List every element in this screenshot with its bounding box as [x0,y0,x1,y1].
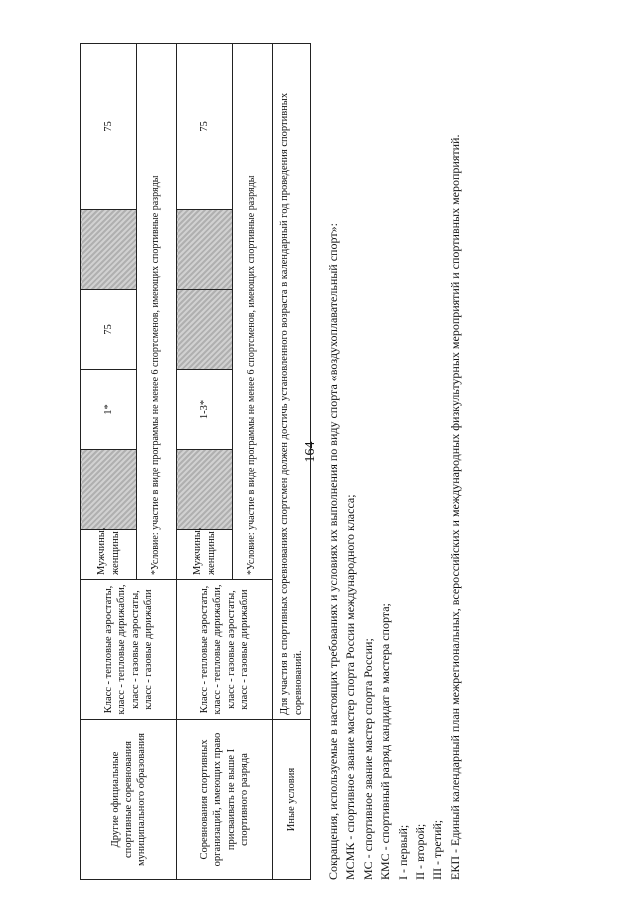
other-conditions-text: Для участия в спортивных соревнованиях спортсмен должен достичь установленного возраста в календарный год проведения спортивных соревнований. [273,44,311,720]
abbreviations-intro: Сокращения, используемые в настоящих требованиях и условиях их выполнения по виду спорта «воздухоплавательный спорт»: [326,223,340,880]
place-cell: 1-3* [177,370,233,450]
class-line: Класс - тепловые аэростаты, [103,585,115,714]
shaded-cell [177,290,233,370]
class-line: Класс - тепловые аэростаты, [199,585,211,714]
abbreviation-item: III - третий; [430,819,445,880]
class-line: класс - газовые дирижабли [142,589,154,710]
other-conditions-label: Иные условия [273,720,311,880]
gender-cell: Мужчины, женщины [81,530,137,580]
requirements-table [80,43,311,880]
shaded-cell [81,210,137,290]
class-line: класс - тепловые дирижабли, [116,584,128,715]
table-row [81,44,137,880]
value-cell: 75 [177,44,233,210]
value-cell: 75 [81,44,137,210]
abbreviations-section [325,40,464,880]
competition-cell: Другие официальные спортивные соревнования муниципального образования [81,720,177,880]
class-line: класс - газовые аэростаты, [129,590,141,709]
value-cell: 75 [81,290,137,370]
abbreviation-item: II - второй; [412,823,427,880]
rotated-page [80,20,560,880]
shaded-cell [81,450,137,530]
table-row [177,44,233,880]
shaded-cell [177,450,233,530]
abbreviation-item: КМС - спортивный разряд кандидат в мастера спорта; [378,603,393,880]
abbreviation-item: I - первый; [395,824,410,880]
competition-cell: Соревнования спортивных организаций, имеющих право присваивать не выше I спортивного разряда [177,720,273,880]
table-row [273,44,311,880]
class-line: класс - тепловые дирижабли, [212,584,224,715]
abbreviation-item: ЕКП - Единый календарный план межрегиональных, всероссийских и международных физкультурных мероприятий и спортивных мероприятий. [447,134,462,880]
class-line: класс - газовые дирижабли [238,589,250,710]
shaded-cell [177,210,233,290]
classes-cell [177,580,273,720]
abbreviation-item: МС - спортивное звание мастер спорта России; [360,638,375,880]
place-cell: 1* [81,370,137,450]
abbreviation-item: МСМК - спортивное звание мастер спорта России международного класса; [343,494,358,880]
condition-note: *Условие: участие в виде программы не менее 6 спортсменов, имеющих спортивные разряды [137,44,177,580]
condition-note: *Условие: участие в виде программы не менее 6 спортсменов, имеющих спортивные разряды [233,44,273,580]
gender-cell: Мужчины, женщины [177,530,233,580]
class-line: класс - газовые аэростаты, [225,590,237,709]
page-number: 164 [303,441,318,463]
classes-cell [81,580,177,720]
